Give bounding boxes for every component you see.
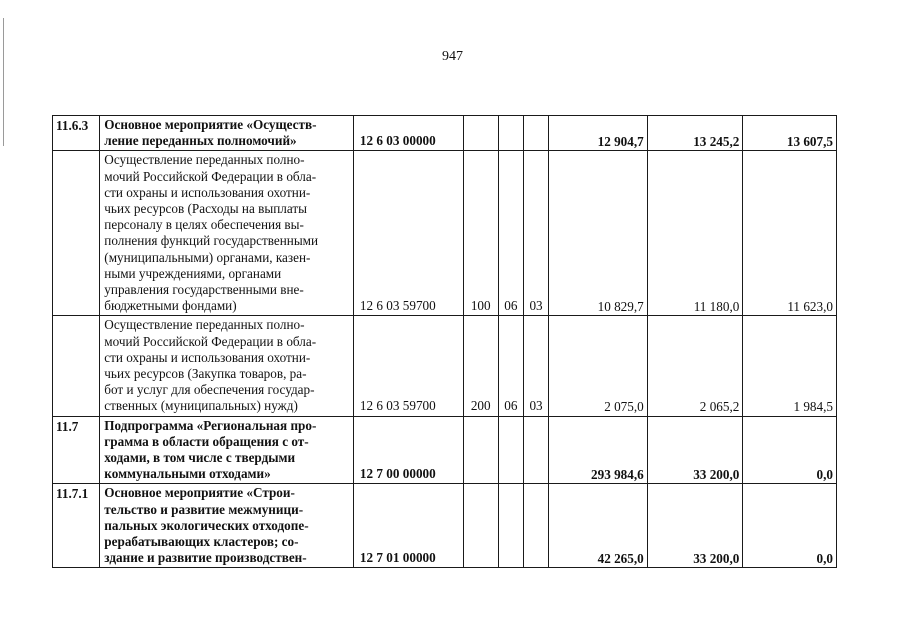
section-cell <box>498 116 523 151</box>
row-name-text: Основное мероприятие «Строи- тельство и развитие межмуници- пальных экологических отходопе- рерабатывающих кластеров; со- здание и развитие производствен- <box>104 485 309 566</box>
row-number-cell: 11.7 <box>53 416 100 484</box>
subsection-cell <box>523 484 548 568</box>
amount-year-1-cell: 10 829,7 <box>549 151 648 316</box>
amount-year-3-cell: 0,0 <box>743 416 837 484</box>
expense-type-cell: 100 <box>463 151 498 316</box>
row-number-cell <box>53 316 100 416</box>
table-row <box>53 151 837 316</box>
amount-year-2-cell: 33 200,0 <box>647 484 743 568</box>
target-article-code-cell: 12 7 01 00000 <box>353 484 463 568</box>
amount-year-3-cell: 11 623,0 <box>743 151 837 316</box>
amount-year-1-cell: 293 984,6 <box>549 416 648 484</box>
target-article-code-cell: 12 6 03 59700 <box>353 316 463 416</box>
row-name-text: Осуществление переданных полно- мочий Российской Федерации в обла- сти охраны и использования охотни- чьих ресурсов (Расходы на выплаты персоналу в целях обеспечения вы- полнения функций государственными (муниципальными) органами, казен- ными учреждениями, органами управления государственными вне- бюджетными фондами) <box>104 152 319 314</box>
row-name-text: Осуществление переданных полно- мочий Российской Федерации в обла- сти охраны и использования охотни- чьих ресурсов (Закупка товаров, ра- бот и услуг для обеспечения государ- ственных (муниципальных) нужд) <box>104 317 317 414</box>
amount-year-3-cell: 1 984,5 <box>743 316 837 416</box>
amount-year-3-cell: 0,0 <box>743 484 837 568</box>
row-number-cell <box>53 151 100 316</box>
subsection-cell: 03 <box>523 151 548 316</box>
row-name-cell <box>100 116 354 151</box>
row-name-cell <box>100 416 354 484</box>
amount-year-2-cell: 2 065,2 <box>647 316 743 416</box>
target-article-code-cell: 12 6 03 59700 <box>353 151 463 316</box>
amount-year-1-cell: 42 265,0 <box>549 484 648 568</box>
expense-type-cell: 200 <box>463 316 498 416</box>
amount-year-2-cell: 13 245,2 <box>647 116 743 151</box>
expense-type-cell <box>463 484 498 568</box>
budget-table <box>52 115 837 568</box>
target-article-code-cell: 12 7 00 00000 <box>353 416 463 484</box>
row-name-text: Основное мероприятие «Осуществ- ление переданных полномочий» <box>104 117 317 149</box>
target-article-code-cell: 12 6 03 00000 <box>353 116 463 151</box>
amount-year-2-cell: 11 180,0 <box>647 151 743 316</box>
table-row <box>53 484 837 568</box>
section-cell: 06 <box>498 151 523 316</box>
budget-table-body <box>53 116 837 568</box>
section-cell: 06 <box>498 316 523 416</box>
expense-type-cell <box>463 116 498 151</box>
table-row <box>53 316 837 416</box>
scan-edge-line <box>3 18 4 146</box>
row-name-cell <box>100 316 354 416</box>
subsection-cell: 03 <box>523 316 548 416</box>
row-number-cell: 11.6.3 <box>53 116 100 151</box>
expense-type-cell <box>463 416 498 484</box>
amount-year-1-cell: 2 075,0 <box>549 316 648 416</box>
subsection-cell <box>523 416 548 484</box>
table-row <box>53 116 837 151</box>
amount-year-2-cell: 33 200,0 <box>647 416 743 484</box>
row-name-cell <box>100 484 354 568</box>
section-cell <box>498 484 523 568</box>
row-name-text: Подпрограмма «Региональная про- грамма в области обращения с от- ходами, в том числе с твердыми коммунальными отходами» <box>104 417 317 482</box>
row-number-cell: 11.7.1 <box>53 484 100 568</box>
page-number: 947 <box>442 49 463 64</box>
section-cell <box>498 416 523 484</box>
amount-year-3-cell: 13 607,5 <box>743 116 837 151</box>
row-name-cell <box>100 151 354 316</box>
table-row <box>53 416 837 484</box>
subsection-cell <box>523 116 548 151</box>
amount-year-1-cell: 12 904,7 <box>549 116 648 151</box>
